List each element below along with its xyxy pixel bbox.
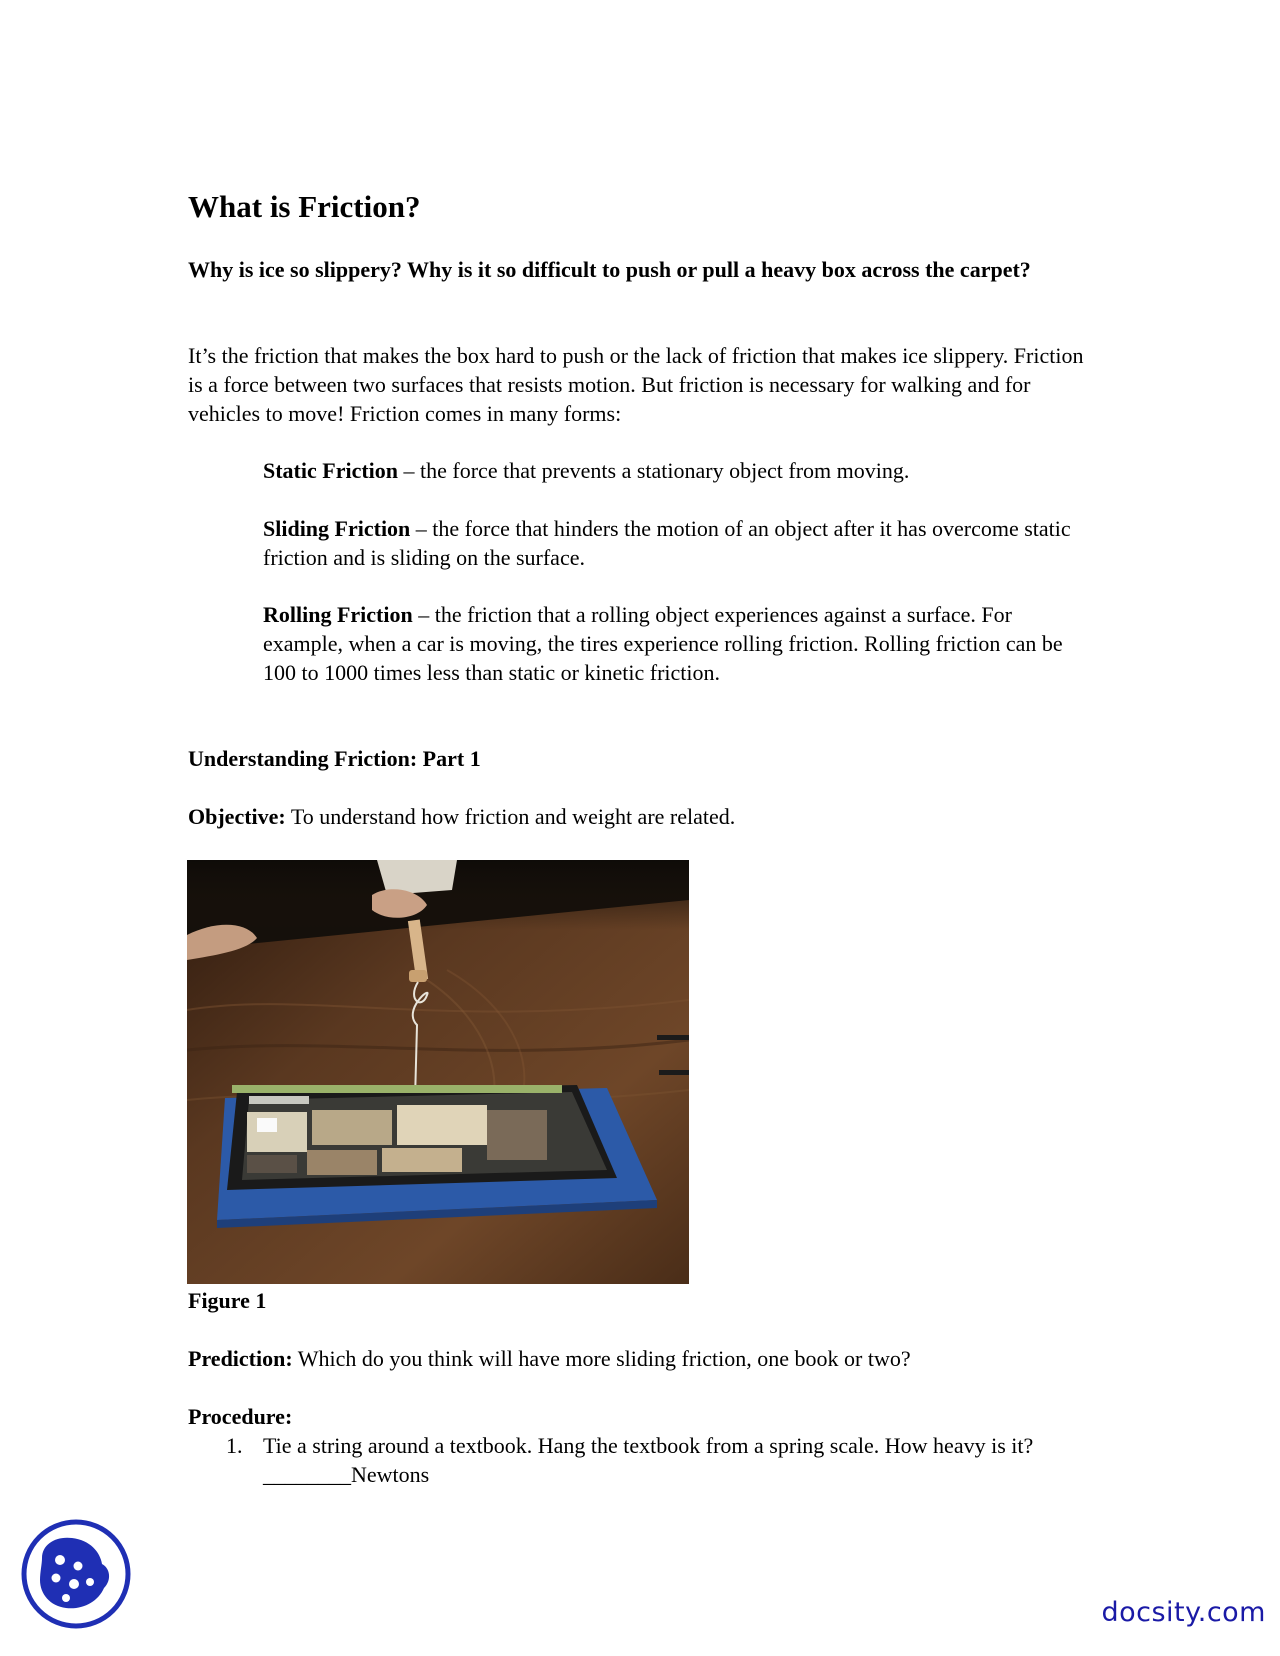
- intro-paragraph: It’s the friction that makes the box hard to push or the lack of friction that makes ice slippery. Friction is a force between two surfaces that resists motion. But friction is necessary for walking and for vehicles to move! Friction comes in many forms:: [188, 343, 1084, 426]
- definition-term: Sliding Friction: [263, 516, 411, 541]
- step-number: 1.: [226, 1433, 243, 1458]
- procedure-list: [226, 1431, 1086, 1489]
- procedure-step: [226, 1431, 1086, 1489]
- section-heading: Understanding Friction: Part 1: [188, 746, 481, 771]
- objective: [188, 802, 735, 831]
- books-on-table-illustration: [187, 860, 689, 1284]
- definition-rolling-friction: [263, 600, 1093, 687]
- definition-text: – the force that hinders the motion of an object after it has overcome static friction and is sliding on the surface.: [263, 516, 1071, 570]
- procedure-heading: Procedure:: [188, 1404, 293, 1429]
- brand-link[interactable]: docsity.com: [1101, 1597, 1266, 1628]
- figure-photo: [187, 860, 689, 1284]
- definition-sliding-friction: [263, 514, 1093, 572]
- docsity-logo-icon[interactable]: [20, 1518, 132, 1630]
- figure-caption: Figure 1: [188, 1288, 267, 1313]
- page-title: What is Friction?: [188, 189, 421, 224]
- step-text: Tie a string around a textbook. Hang the textbook from a spring scale. How heavy is it? ________Newtons: [263, 1433, 1034, 1487]
- objective-text: To understand how friction and weight are related.: [285, 804, 736, 829]
- definition-text: – the force that prevents a stationary object from moving.: [398, 458, 910, 483]
- definition-text: – the friction that a rolling object experiences against a surface. For example, when a car is moving, the tires experience rolling friction. Rolling friction can be 100 to 1000 times less than static or kinetic friction.: [263, 602, 1063, 685]
- prediction-text: Which do you think will have more sliding friction, one book or two?: [292, 1346, 911, 1371]
- docsity-logo-icon: [20, 1518, 132, 1630]
- prediction: [188, 1344, 911, 1373]
- definition-static-friction: [263, 456, 1093, 485]
- definition-term: Static Friction: [263, 458, 399, 483]
- prediction-label: Prediction:: [188, 1346, 293, 1371]
- objective-label: Objective:: [188, 804, 286, 829]
- intro-question: Why is ice so slippery? Why is it so difficult to push or pull a heavy box across the carpet?: [188, 257, 1031, 282]
- definition-term: Rolling Friction: [263, 602, 413, 627]
